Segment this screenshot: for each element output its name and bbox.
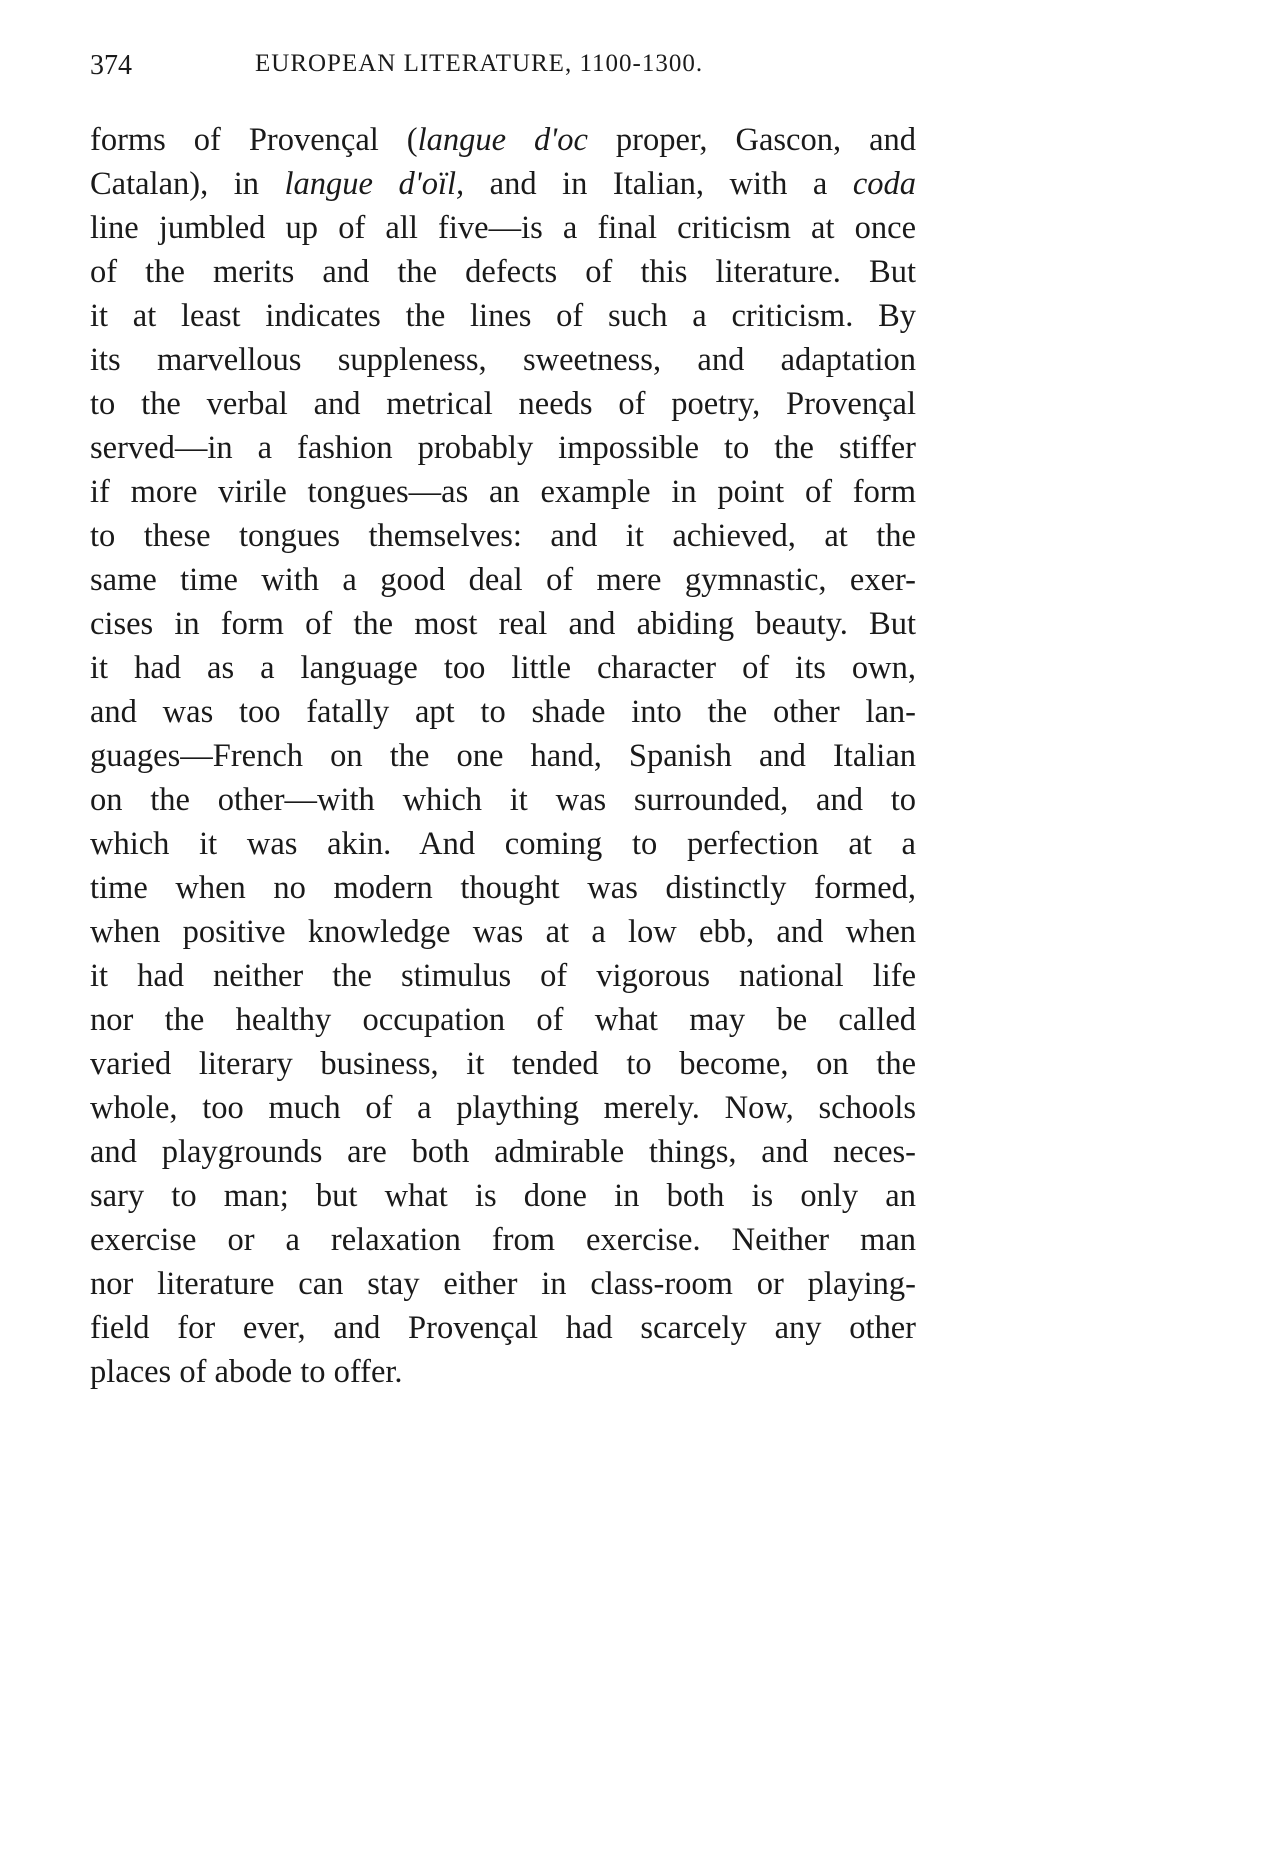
text-segment: field for ever, and Provençal had scarcely any other (90, 1310, 916, 1346)
text-segment: which it was akin. And coming to perfection at a (90, 826, 916, 862)
text-line (90, 1130, 916, 1174)
text-segment: its marvellous suppleness, sweetness, and adaptation (90, 342, 916, 378)
text-line (90, 998, 916, 1042)
text-line (90, 382, 916, 426)
text-line (90, 206, 916, 250)
text-line (90, 338, 916, 382)
text-segment: to these tongues themselves: and it achieved, at the (90, 518, 916, 554)
text-line (90, 646, 916, 690)
text-segment: it at least indicates the lines of such a criticism. By (90, 298, 916, 334)
text-line (90, 778, 916, 822)
text-line (90, 1174, 916, 1218)
text-line (90, 602, 916, 646)
text-segment: guages—French on the one hand, Spanish and Italian (90, 738, 916, 774)
text-segment: forms of Provençal ( (90, 122, 418, 158)
text-segment: line jumbled up of all five—is a final criticism at once (90, 210, 916, 246)
text-line (90, 558, 916, 602)
text-segment: places of abode to offer. (90, 1354, 403, 1390)
text-segment: same time with a good deal of mere gymnastic, exer- (90, 562, 916, 598)
text-segment: exercise or a relaxation from exercise. Neither man (90, 1222, 916, 1258)
page-header (90, 50, 915, 90)
text-line (90, 1042, 916, 1086)
text-line (90, 470, 916, 514)
text-segment: of the merits and the defects of this literature. But (90, 254, 916, 290)
text-segment: sary to man; but what is done in both is only an (90, 1178, 916, 1214)
page-number: 374 (90, 50, 132, 81)
text-segment: proper, Gascon, and (587, 122, 916, 158)
text-line (90, 954, 916, 998)
text-segment: when positive knowledge was at a low ebb, and when (90, 914, 916, 950)
text-line (90, 514, 916, 558)
text-segment: varied literary business, it tended to become, on the (90, 1046, 916, 1082)
text-segment: on the other—with which it was surrounded, and to (90, 782, 916, 818)
text-line (90, 734, 916, 778)
text-segment: if more virile tongues—as an example in point of form (90, 474, 916, 510)
text-segment: nor literature can stay either in class-room or playing- (90, 1266, 916, 1302)
text-segment: and playgrounds are both admirable things, and neces- (90, 1134, 916, 1170)
text-segment: Catalan), in (90, 166, 285, 202)
text-segment: nor the healthy occupation of what may be called (90, 1002, 916, 1038)
text-segment: served—in a fashion probably impossible to the stiffer (90, 430, 916, 466)
text-segment: it had as a language too little character of its own, (90, 650, 916, 686)
text-line (90, 690, 916, 734)
text-segment: and was too fatally apt to shade into the other lan- (90, 694, 916, 730)
text-line (90, 162, 916, 206)
text-line (90, 118, 916, 162)
text-segment: whole, too much of a plaything merely. Now, schools (90, 1090, 916, 1126)
text-line (90, 866, 916, 910)
body-text (90, 118, 916, 1394)
text-line (90, 1262, 916, 1306)
text-line (90, 1350, 916, 1394)
text-line (90, 1306, 916, 1350)
text-line (90, 426, 916, 470)
text-line (90, 822, 916, 866)
text-line (90, 250, 916, 294)
italic-text: langue d'oïl, (284, 166, 465, 202)
text-line (90, 1086, 916, 1130)
text-segment: and in Italian, with a (464, 166, 853, 202)
text-line (90, 910, 916, 954)
text-segment: to the verbal and metrical needs of poetry, Provençal (90, 386, 916, 422)
text-line (90, 1218, 916, 1262)
text-segment: it had neither the stimulus of vigorous national life (90, 958, 916, 994)
text-segment: cises in form of the most real and abiding beauty. But (90, 606, 916, 642)
text-segment: time when no modern thought was distinctly formed, (90, 870, 916, 906)
text-line (90, 294, 916, 338)
italic-text: langue d'oc (417, 122, 588, 158)
italic-text: coda (852, 166, 916, 202)
running-head: EUROPEAN LITERATURE, 1100-1300. (255, 50, 704, 77)
